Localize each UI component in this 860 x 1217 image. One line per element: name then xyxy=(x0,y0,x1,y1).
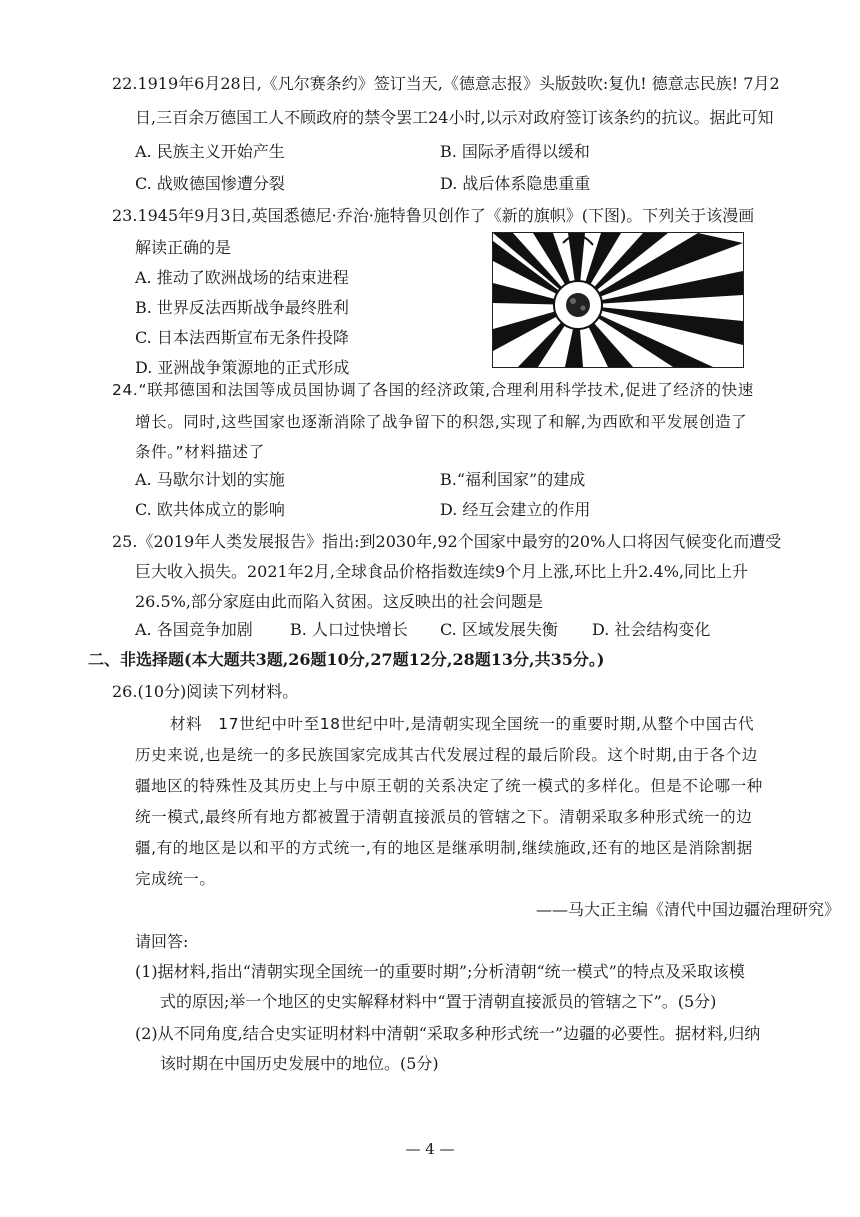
q26-sub1-line2: 式的原因;举一个地区的史实解释材料中“置于清朝直接派员的管辖之下”。(5分) xyxy=(160,992,717,1011)
q26-sub2-line2: 该时期在中国历史发展中的地位。(5分) xyxy=(160,1054,439,1073)
q26-source: ——马大正主编《清代中国边疆治理研究》 xyxy=(535,900,840,919)
q26-material-line1: 材料 17世纪中叶至18世纪中叶,是清朝实现全国统一的重要时期,从整个中国古代 xyxy=(170,715,755,733)
q26-material-line4: 统一模式,最终所有地方都被置于清朝直接派员的管辖之下。清朝采取多种形式统一的边 xyxy=(135,808,753,826)
q26-ask: 请回答: xyxy=(135,932,189,951)
q24-option-b: B.“福利国家”的建成 xyxy=(440,470,586,489)
q23-option-c: C. 日本法西斯宣布无条件投降 xyxy=(135,328,349,347)
q24-stem-line2: 增长。同时,这些国家也逐渐消除了战争留下的积怨,实现了和解,为西欧和平发展创造了 xyxy=(135,413,748,431)
q24-option-c: C. 欧共体成立的影响 xyxy=(135,500,285,519)
page-number: — 4 — xyxy=(405,1140,455,1158)
q22-option-a: A. 民族主义开始产生 xyxy=(135,142,285,161)
q26-material-line6: 完成统一。 xyxy=(135,870,216,888)
q24-stem-line1: 24.“联邦德国和法国等成员国协调了各国的经济政策,合理利用科学技术,促进了经济的快速 xyxy=(112,381,754,399)
rising-sun-cartoon-image xyxy=(492,232,744,368)
q22-option-d: D. 战后体系隐患重重 xyxy=(440,174,591,193)
q22-stem-line1: 22.1919年6月28日,《凡尔赛条约》签订当天,《德意志报》头版鼓吹:复仇! 德意志民族! 7月2 xyxy=(112,74,780,93)
q25-stem-line1: 25.《2019年人类发展报告》指出:到2030年,92个国家中最穷的20%人口将因气候变化而遭受 xyxy=(112,532,782,551)
q25-option-a: A. 各国竞争加剧 xyxy=(135,620,253,639)
q23-option-a: A. 推动了欧洲战场的结束进程 xyxy=(135,268,349,287)
q26-intro: 26.(10分)阅读下列材料。 xyxy=(112,682,299,701)
q25-option-d: D. 社会结构变化 xyxy=(592,620,711,639)
q23-option-d: D. 亚洲战争策源地的正式形成 xyxy=(135,358,350,377)
q24-option-a: A. 马歇尔计划的实施 xyxy=(135,470,285,489)
q26-material-line2: 历史来说,也是统一的多民族国家完成其古代发展过程的最后阶段。这个时期,由于各个边 xyxy=(135,746,758,764)
q25-stem-line3: 26.5%,部分家庭由此而陷入贫困。这反映出的社会问题是 xyxy=(135,592,543,611)
q23-stem-line1: 23.1945年9月3日,英国悉德尼·乔治·施特鲁贝创作了《新的旗帜》(下图)。下列关于该漫画 xyxy=(112,206,755,225)
q25-stem-line2: 巨大收入损失。2021年2月,全球食品价格指数连续9个月上涨,环比上升2.4%,同比上升 xyxy=(135,562,748,581)
rising-sun-flag-icon xyxy=(493,233,743,367)
q24-stem-line3: 条件。”材料描述了 xyxy=(135,443,265,461)
q22-option-b: B. 国际矛盾得以缓和 xyxy=(440,142,590,161)
q25-option-b: B. 人口过快增长 xyxy=(290,620,408,639)
q24-option-d: D. 经互会建立的作用 xyxy=(440,500,591,519)
q25-option-c: C. 区域发展失衡 xyxy=(440,620,558,639)
section-2-heading: 二、非选择题(本大题共3题,26题10分,27题12分,28题13分,共35分。) xyxy=(88,650,605,669)
q23-stem-line2: 解读正确的是 xyxy=(135,238,232,257)
q26-material-line3: 疆地区的特殊性及其历史上与中原王朝的关系决定了统一模式的多样化。但是不论哪一种 xyxy=(135,777,763,795)
q26-sub1-line1: (1)据材料,指出“清朝实现全国统一的重要时期”;分析清朝“统一模式”的特点及采取该模 xyxy=(135,962,745,981)
q26-material-line5: 疆,有的地区是以和平的方式统一,有的地区是继承明制,继续施政,还有的地区是消除割据 xyxy=(135,839,753,857)
q22-stem-line2: 日,三百余万德国工人不顾政府的禁令罢工24小时,以示对政府签订该条约的抗议。据此可知 xyxy=(135,108,774,127)
q26-sub2-line1: (2)从不同角度,结合史实证明材料中清朝“采取多种形式统一”边疆的必要性。据材料,归纳 xyxy=(135,1024,761,1043)
q22-option-c: C. 战败德国惨遭分裂 xyxy=(135,174,285,193)
q23-option-b: B. 世界反法西斯战争最终胜利 xyxy=(135,298,349,317)
